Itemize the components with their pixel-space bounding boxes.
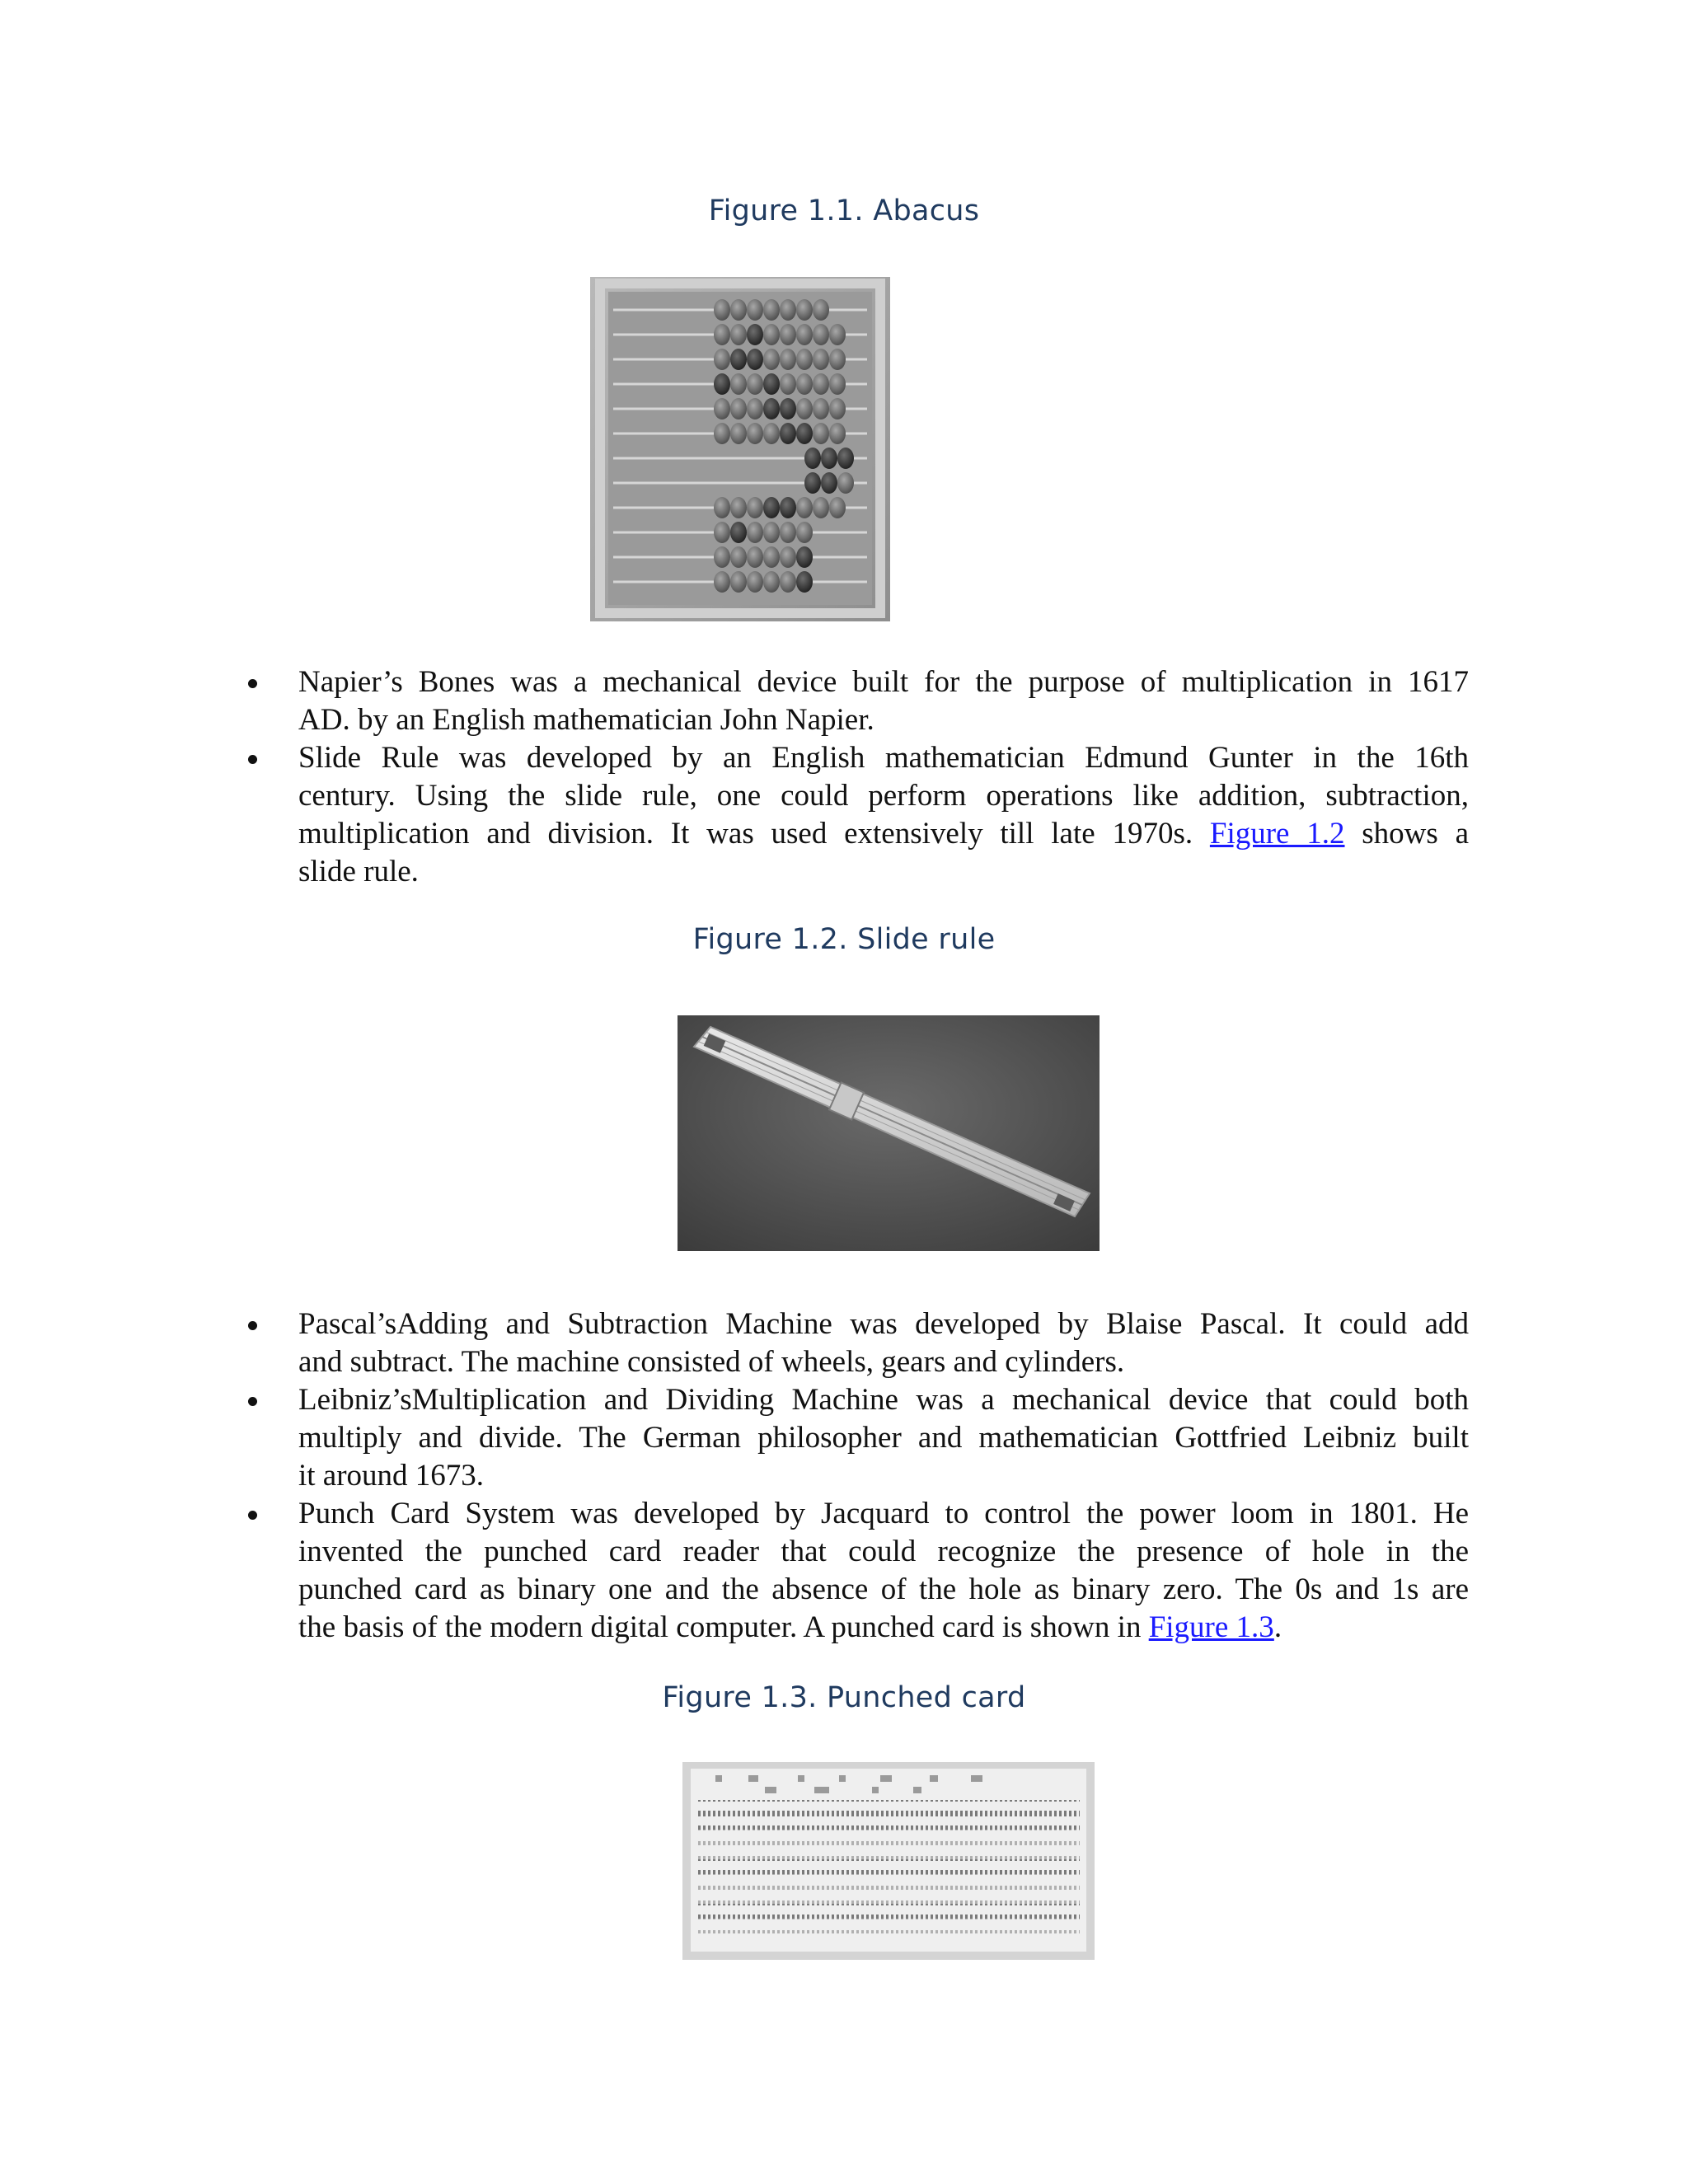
text-line: century. Using the slide rule, one could perform operations like addition, subtraction, [298, 779, 1469, 813]
text-line: Pascal’sAdding and Subtraction Machine was developed by Blaise Pascal. It could add [298, 1307, 1469, 1341]
text-line-with-link [298, 1609, 1469, 1647]
text-line: Punch Card System was developed by Jacquard to control the power loom in 1801. He [298, 1497, 1469, 1530]
figure-1-3-link[interactable]: Figure 1.3 [1148, 1610, 1274, 1644]
text-line: and subtract. The machine consisted of wheels, gears and cylinders. [298, 1345, 1125, 1379]
abacus-photo-icon [590, 277, 890, 621]
figure-caption-punched-card: Figure 1.3. Punched card [662, 1681, 1026, 1714]
text-line: slide rule. [298, 855, 419, 888]
bullet-icon [248, 755, 257, 764]
bullet-icon [248, 679, 257, 688]
figure-1-2-link[interactable]: Figure 1.2 [1209, 817, 1345, 851]
text-line: Slide Rule was developed by an English mathematician Edmund Gunter in the 16th [298, 741, 1469, 775]
text-line: punched card as binary one and the absence of the hole as binary zero. The 0s and 1s are [298, 1572, 1469, 1606]
figure-caption-abacus: Figure 1.1. Abacus [708, 194, 980, 227]
figure-caption-slide-rule: Figure 1.2. Slide rule [692, 923, 996, 956]
text-line: Leibniz’sMultiplication and Dividing Machine was a mechanical device that could both [298, 1383, 1469, 1417]
text-segment: multiplication and division. It was used extensively till late 1970s. [298, 817, 1193, 851]
punched-card-photo-icon [682, 1762, 1095, 1960]
text-line-with-link [298, 815, 1469, 853]
text-line: multiply and divide. The German philosopher and mathematician Gottfried Leibniz built [298, 1421, 1469, 1455]
text-segment: shows a [1362, 817, 1469, 851]
text-line: AD. by an English mathematician John Napier. [298, 703, 874, 737]
text-segment: the basis of the modern digital computer. A punched card is shown in [298, 1610, 1142, 1644]
bullet-icon [248, 1511, 257, 1520]
text-line: it around 1673. [298, 1459, 485, 1493]
slide-rule-photo-icon [678, 1015, 1100, 1251]
text-line: invented the punched card reader that could recognize the presence of hole in the [298, 1535, 1469, 1568]
bullet-icon [248, 1321, 257, 1330]
text-segment: . [1273, 1610, 1282, 1644]
bullet-icon [248, 1397, 257, 1406]
text-line: Napier’s Bones was a mechanical device built for the purpose of multiplication in 1617 [298, 665, 1469, 699]
